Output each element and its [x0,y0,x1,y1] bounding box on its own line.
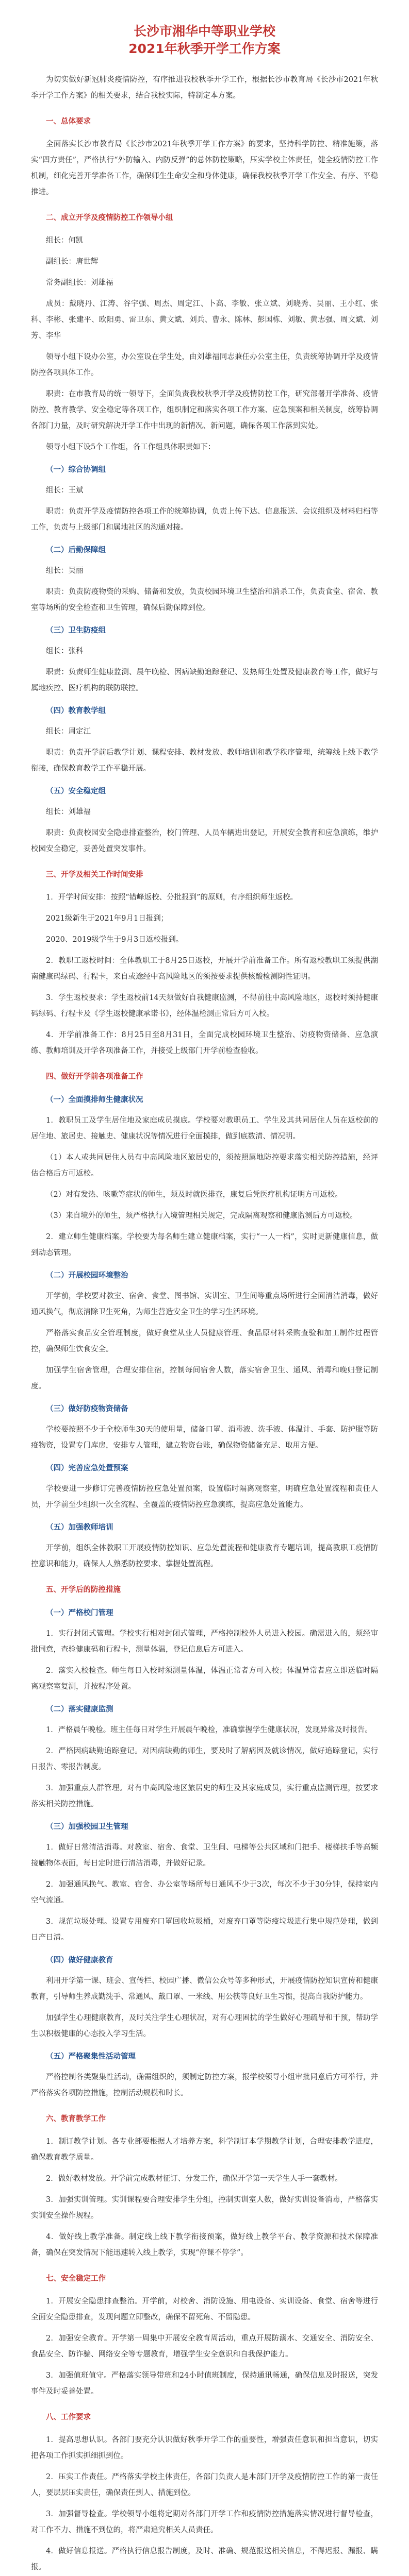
paragraph: （2）对有发热、咳嗽等症状的师生，须及时就医排查，康复后凭医疗机构证明方可返校。 [46,1191,342,1199]
subsection-heading: （四）做好健康教育 [46,1956,113,1964]
subsection-heading: （五）加强教师培训 [46,1523,113,1532]
paragraph: 1．教职员工及学生居住地及家庭成员摸底。学校要对教职员工、学生及其共同居住人员在返校前的居住地、旅居史、接触史、健康状况等情况进行全面摸排，做到底数清、情况明。 [31,1116,378,1141]
paragraph: 2．教职工返校时间：全体教职工于8月25日返校，开展开学前准备工作。所有返校教职工须提供湖南健康码绿码、行程卡，来自或途经中高风险地区的须按要求提供核酸检测阴性证明。 [31,957,378,981]
paragraph: 1．实行封闭式管理。学校实行相对封闭式管理，严格控制校外人员进入校园。确需进入的，须经审批同意，查验健康码和行程卡，测量体温，登记信息后方可进入。 [31,1630,378,1654]
paragraph: 2．建立师生健康档案。学校要为每名师生建立健康档案，实行“一人一档”，实时更新健康信息，做到动态管理。 [31,1233,378,1257]
section-heading: 七、安全稳定工作 [46,2274,106,2283]
paragraph: 加强学生宿舍管理，合理安排住宿，控制每间宿舍人数，落实宿舍卫生、通风、消毒和晚归登记制度。 [31,1366,378,1391]
paragraph: 严格落实食品安全管理制度，做好食堂从业人员健康管理、食品原材料采购查验和加工制作过程管控，确保师生饮食安全。 [31,1329,378,1353]
subsection-heading: （五）安全稳定组 [46,787,106,795]
section-heading: 四、做好开学前各项准备工作 [46,1072,143,1081]
paragraph: 2020、2019级学生于9月3日返校报到。 [46,936,184,944]
paragraph: 加强学生心理健康教育，及时关注学生心理状况，对有心理困扰的学生做好心理疏导和干预，帮助学生以积极健康的心态投入学习生活。 [31,2014,378,2038]
subsection-heading: （五）严格聚集性活动管理 [46,2052,136,2061]
paragraph: 4．开学前准备工作：8月25日至8月31日，全面完成校园环境卫生整治、防疫物资储备、应急演练、教师培训及开学各项准备工作，并接受上级部门开学前检查验收。 [31,1031,378,1055]
paragraph: 4．做好信息报送。严格执行信息报告制度，及时、准确、规范报送相关信息，不得迟报、漏报、瞒报。 [31,2547,378,2571]
paragraph: 领导小组下设办公室，办公室设在学生处，由刘雄福同志兼任办公室主任，负责统筹协调开学及疫情防控各项具体工作。 [31,353,378,377]
subsection-heading: （一）严格校门管理 [46,1608,113,1617]
paragraph: 利用开学第一课、班会、宣传栏、校园广播、微信公众号等多种形式，开展疫情防控知识宣传和健康教育，引导师生养成勤洗手、常通风、戴口罩、一米线、用公筷等良好卫生习惯，提高自我防护能力。 [31,1977,378,2001]
paragraph: 3．学生返校要求：学生返校前14天须做好自我健康监测，不得前往中高风险地区，返校时须持健康码绿码、行程卡及《学生返校健康承诺书》，经体温检测正常后方可入校。 [31,994,378,1018]
paragraph: 2．加强通风换气。教室、宿舍、办公室等场所每日通风不少于3次，每次不少于30分钟，保持室内空气流通。 [31,1880,378,1905]
paragraph: 2．压实工作责任。严格落实学校主体责任，各部门负责人是本部门开学及疫情防控工作的第一责任人，要层层压实责任，确保责任到人、措施到位。 [31,2473,378,2497]
document-body [31,72,378,2575]
paragraph: 3．规范垃圾处理。设置专用废弃口罩回收垃圾桶，对废弃口罩等防疫垃圾进行集中规范处理，做到日产日清。 [31,1918,378,1942]
paragraph: 组长：张科 [46,647,84,655]
paragraph: 3．加强值班值守。严格落实领导带班和24小时值班制度，保持通讯畅通，确保信息及时报送，突发事件及时妥善处置。 [31,2371,378,2396]
paragraph: 1．提高思想认识。各部门要充分认识做好秋季开学工作的重要性，增强责任意识和担当意识，切实把各项工作抓实抓细抓到位。 [31,2436,378,2460]
paragraph: 3．加强实训管理。实训课程要合理安排学生分组，控制实训室人数，做好实训设备消毒，严格落实实训安全操作规程。 [31,2196,378,2220]
paragraph: 学校要进一步修订完善疫情防控应急处置预案，设置临时隔离观察室，明确应急处置流程和责任人员，开学前至少组织一次全流程、全覆盖的疫情防控应急演练，提高应急处置能力。 [31,1485,378,1509]
paragraph: 副组长：唐世辉 [46,258,99,266]
document-title-line-1: 长沙市湘华中等职业学校 [133,24,275,39]
paragraph: 1．开展安全隐患排查整治。开学前，对校舍、消防设施、用电设备、实训设备、食堂、宿舍等进行全面安全隐患排查，发现问题立即整改，确保不留死角、不留隐患。 [31,2297,378,2321]
paragraph: 职责：负责校园安全隐患排查整治，校门管理、人员车辆进出登记，开展安全教育和应急演练，维护校园安全稳定，妥善处置突发事件。 [31,829,378,853]
subsection-heading: （一）综合协调组 [46,465,106,474]
paragraph: 2．落实入校检查。师生每日入校时须测量体温，体温正常者方可入校；体温异常者应立即送临时隔离观察室复测，并按程序处置。 [31,1667,378,1691]
paragraph: 1．严格晨午晚检。班主任每日对学生开展晨午晚检，准确掌握学生健康状况，发现异常及时报告。 [46,1726,372,1734]
subsection-heading: （四）完善应急处置预案 [46,1464,128,1472]
paragraph: 职责：负责师生健康监测、晨午晚检、因病缺勤追踪登记、发热师生处置及健康教育等工作，做好与属地疾控、医疗机构的联防联控。 [31,668,378,692]
subsection-heading: （二）后勤保障组 [46,546,106,554]
paragraph: 3．加强督导检查。学校领导小组将定期对各部门开学工作和疫情防控措施落实情况进行督导检查，对工作不力、措施不到位的，将严肃追究相关人员责任。 [31,2510,378,2534]
paragraph: 开学前，组织全体教职工开展疫情防控知识、应急处置流程和健康教育专题培训，提高教职工疫情防控意识和能力，确保人人熟悉防控要求、掌握处置流程。 [31,1544,378,1568]
paragraph: 学校要按照不少于全校师生30天的使用量，储备口罩、消毒液、洗手液、体温计、手套、防护服等防疫物资，设置专门库房，安排专人管理，建立物资台账，确保物资储备充足、取用方便。 [31,1426,378,1450]
paragraph: 1．做好日常清洁消毒。对教室、宿舍、食堂、卫生间、电梯等公共区域和门把手、楼梯扶手等高频接触物体表面，每日定时进行清洁消毒，并做好记录。 [31,1843,378,1868]
subsection-heading: （三）做好防疫物资储备 [46,1404,128,1413]
paragraph: 职责：负责开学及疫情防控各项工作的统筹协调，负责上传下达、信息报送、会议组织及材料归档等工作，负责与上级部门和属地社区的沟通对接。 [31,507,378,532]
paragraph: 1．制订教学计划。各专业部要根据人才培养方案，科学制订本学期教学计划，合理安排教学进度，确保教育教学质量。 [31,2138,378,2162]
paragraph: 组长：吴丽 [46,567,84,575]
section-heading: 六、教育教学工作 [46,2114,106,2123]
subsection-heading: （一）全面摸排师生健康状况 [46,1095,143,1104]
section-heading: 八、工作要求 [46,2413,91,2421]
subsection-heading: （二）开展校园环境整治 [46,1271,128,1280]
section-heading: 五、开学后的防控措施 [46,1585,121,1594]
paragraph: 职责：在市教育局的统一领导下，全面负责我校秋季开学及疫情防控工作，研究部署开学准备、疫情防控、教育教学、安全稳定等各项工作，组织制定和落实各项工作方案、应急预案和相关制度，统筹协调各部门力量，及时研究解决开学工作中出现的新情况、新问题，确保各项工作落到实处。 [31,390,378,430]
paragraph: 1．开学时间安排：按照“错峰返校、分批报到”的原则，有序组织师生返校。 [46,893,298,902]
paragraph: 常务副组长：刘雄福 [46,279,113,287]
paragraph: （1）本人或共同居住人员有中高风险地区旅居史的，须按照属地防控要求落实相关防控措施，经评估合格后方可返校。 [31,1154,378,1178]
paragraph: 领导小组下设5个工作组，各工作组具体职责如下： [46,443,216,451]
paragraph: 职责：负责防疫物资的采购、储备和发放，负责校园环境卫生整治和消杀工作，负责食堂、宿舍、教室等场所的安全检查和卫生管理，确保后勤保障到位。 [31,588,378,612]
paragraph: 2．做好教材发放。开学前完成教材征订、分发工作，确保开学第一天学生人手一套教材。 [46,2175,342,2183]
section-heading: 二、成立开学及疫情防控工作领导小组 [46,213,173,222]
subsection-heading: （二）落实健康监测 [46,1705,113,1714]
paragraph: 3．加强重点人群管理。对有中高风险地区旅居史的师生及其家庭成员，实行重点监测管理，按要求落实相关防控措施。 [31,1784,378,1808]
section-heading: 三、开学及相关工作时间安排 [46,870,143,879]
paragraph: （3）来自境外的师生，须严格执行入境管理相关规定，完成隔离观察和健康监测后方可返校。 [46,1212,357,1220]
paragraph: 全面落实长沙市教育局《长沙市2021年秋季开学工作方案》的要求，坚持科学防控、精准施策，落实“四方责任”，严格执行“外防输入、内防反弹”的总体防控策略，压实学校主体责任，健全疫情防控工作机制，细化完善开学准备工作，确保师生生命安全和身体健康，确保我校秋季开学工作安全、有序、平稳推进。 [31,140,378,196]
paragraph: 2021级新生于2021年9月1日报到； [46,914,169,923]
paragraph: 4．做好线上教学准备。制定线上线下教学衔接预案，做好线上教学平台、教学资源和技术保障准备，确保在突发情况下能迅速转入线上教学，实现“停课不停学”。 [31,2233,378,2257]
paragraph: 成员：戴晓丹、江涛、谷宇强、周杰、周定江、卜高、李敏、张立斌、刘晓秀、吴丽、王小红、张科、李彬、张建平、欧阳勇、雷卫东、黄文斌、刘兵、曹永、陈林、彭国栋、刘敏、黄志强、周文斌、刘芳、李华 [31,300,378,340]
paragraph: 2．严格因病缺勤追踪登记。对因病缺勤的师生，要及时了解病因及就诊情况，做好追踪登记，实行日报告、零报告制度。 [31,1747,378,1771]
subsection-heading: （四）教育教学组 [46,706,106,715]
paragraph: 职责：负责开学前后教学计划、课程安排、教材发放、教师培训和教学秩序管理，统筹线上线下教学衔接，确保教育教学工作平稳开展。 [31,749,378,773]
paragraph: 开学前，学校要对教室、宿舍、食堂、图书馆、实训室、卫生间等重点场所进行全面清洁消毒，做好通风换气，彻底清除卫生死角，为师生营造安全卫生的学习生活环境。 [31,1292,378,1316]
section-heading: 一、总体要求 [46,117,91,126]
paragraph: 为切实做好新冠肺炎疫情防控，有序推进我校秋季开学工作，根据长沙市教育局《长沙市2021年秋季开学工作方案》的相关要求，结合我校实际，特制定本方案。 [31,76,378,100]
paragraph: 严格控制各类聚集性活动，确需组织的，须制定防控方案，报学校领导小组审批同意后方可举行，并严格落实各项防控措施，控制活动规模和时长。 [31,2073,378,2097]
subsection-heading: （三）卫生防疫组 [46,626,106,635]
paragraph: 2．加强安全教育。开学第一周集中开展安全教育周活动，重点开展防溺水、交通安全、消防安全、食品安全、防诈骗、网络安全等专题教育，增强学生安全意识和自我保护能力。 [31,2334,378,2359]
paragraph: 组长：何凯 [46,236,84,245]
document-title-line-2: 2021年秋季开学工作方案 [128,41,281,56]
subsection-heading: （三）加强校园卫生管理 [46,1822,128,1831]
paragraph: 组长：刘雄福 [46,808,91,816]
paragraph: 组长：周定江 [46,727,91,736]
paragraph: 组长：王斌 [46,486,84,495]
